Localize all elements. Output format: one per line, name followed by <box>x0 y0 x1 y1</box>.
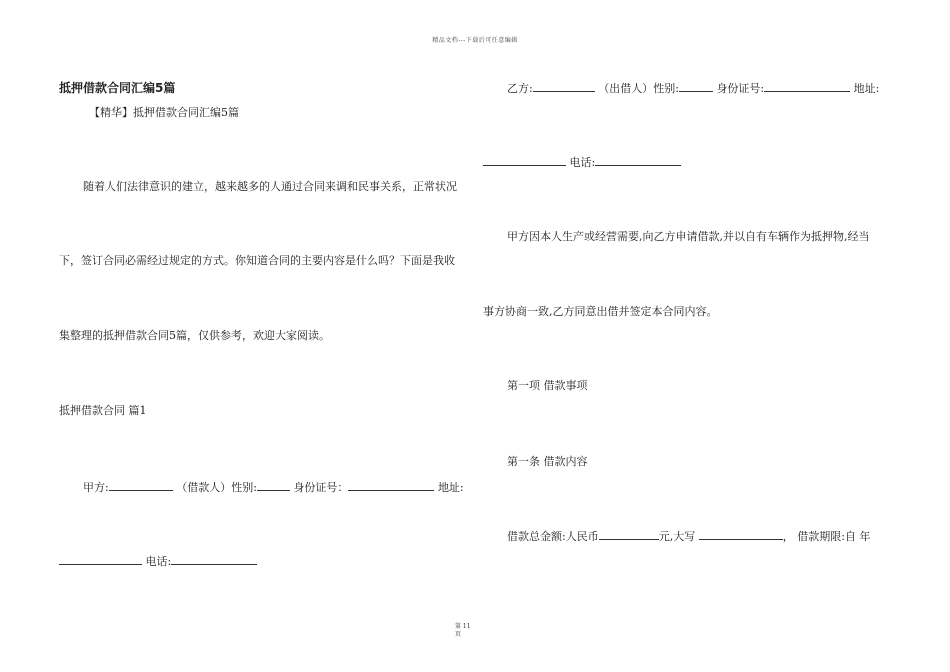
blank-line <box>348 480 434 491</box>
blank-line <box>533 81 595 92</box>
party-a-line <box>83 480 464 495</box>
paragraph-line: 下，签订合同必需经过规定的方式。你知道合同的主要内容是什么吗？下面是我收 <box>59 254 455 267</box>
paragraph-line: 随着人们法律意识的建立，越来越多的人通过合同来调和民事关系，正常状况 <box>83 180 457 193</box>
blank-line <box>257 480 290 491</box>
loan-term: ， 借款期限:自 年 <box>782 530 871 543</box>
page-number-line: 第 11 <box>455 623 471 630</box>
blank-line <box>483 155 566 166</box>
party-a-address: 地址: <box>437 481 464 494</box>
page-header: 精品文档---下载后可任意编辑 <box>432 37 518 44</box>
paragraph-line: 甲方因本人生产或经营需要,向乙方申请借款,并以自有车辆作为抵押物,经当 <box>507 230 870 243</box>
party-a-phone-line <box>59 554 257 569</box>
party-a-label: 甲方: <box>83 481 109 494</box>
amount-unit: 元,大写 <box>658 530 696 543</box>
document-title: 抵押借款合同汇编5篇 <box>59 81 176 95</box>
paragraph-line: 事方协商一致,乙方同意出借并签定本合同内容。 <box>483 305 718 318</box>
amount-label: 借款总金额:人民币 <box>507 530 599 543</box>
party-a-id: 身份证号： <box>293 481 349 494</box>
page-number-line: 页 <box>455 631 462 638</box>
blank-line <box>699 529 783 540</box>
blank-line <box>59 554 142 565</box>
section-heading: 抵押借款合同 篇1 <box>59 404 147 417</box>
document-subtitle: 【精华】抵押借款合同汇编5篇 <box>89 106 239 119</box>
item-heading: 第一项 借款事项 <box>507 379 588 392</box>
paragraph-line: 集整理的抵押借款合同5篇，仅供参考，欢迎大家阅读。 <box>59 329 330 342</box>
article-heading: 第一条 借款内容 <box>507 455 588 468</box>
blank-line <box>679 81 713 92</box>
blank-line <box>764 81 850 92</box>
party-b-label: 乙方: <box>507 82 533 95</box>
phone-label: 电话: <box>569 156 596 169</box>
loan-amount-line <box>507 529 870 544</box>
phone-label: 电话: <box>145 555 172 568</box>
party-a-role: （借款人）性别: <box>176 481 257 494</box>
blank-line <box>595 155 681 166</box>
party-b-role: （出借人）性别: <box>598 82 679 95</box>
party-b-id: 身份证号: <box>716 82 765 95</box>
blank-line <box>109 480 173 491</box>
party-b-address: 地址: <box>853 82 880 95</box>
blank-line <box>171 554 257 565</box>
party-b-line <box>507 81 879 96</box>
party-b-phone-line <box>483 155 681 170</box>
blank-line <box>599 529 659 540</box>
page-number <box>455 623 471 639</box>
